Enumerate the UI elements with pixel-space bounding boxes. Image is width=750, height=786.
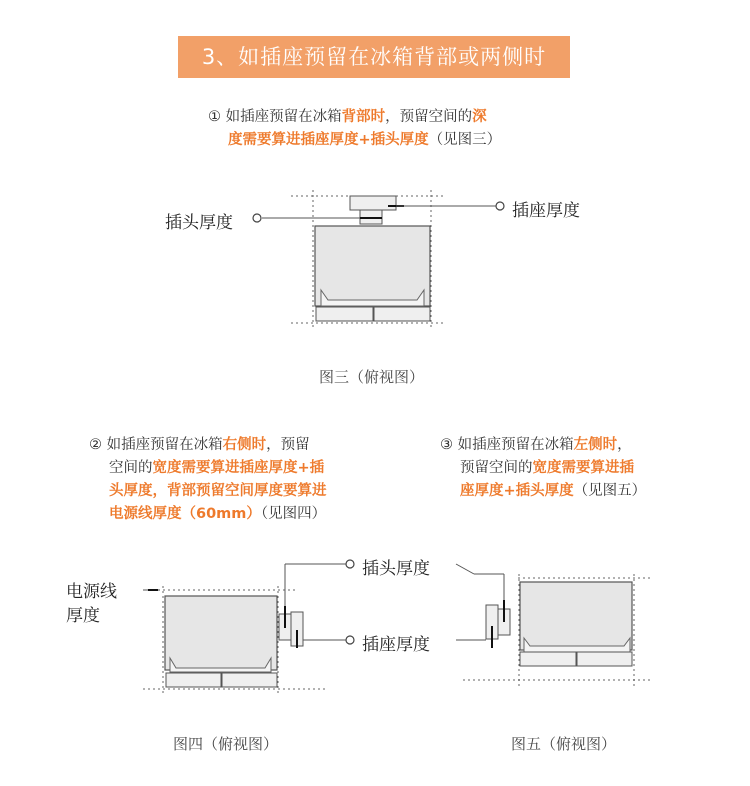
note-number: ②: [89, 437, 102, 453]
socket-thickness-label-fig3: 插座厚度: [512, 201, 580, 221]
figure-4-caption: 图四（俯视图）: [173, 735, 279, 753]
figure-3-caption: 图三（俯视图）: [319, 368, 425, 386]
fridge-body: [315, 226, 430, 306]
section-title: 3、如插座预留在冰箱背部或两侧时: [178, 36, 570, 78]
plug-thickness-label-fig4: 插头厚度: [362, 559, 430, 579]
figure-5-caption: 图五（俯视图）: [511, 735, 617, 753]
plug-thickness-label-fig3: 插头厚度: [165, 213, 233, 233]
plug-callout-dot: [253, 214, 261, 222]
figure-3-back-socket: [253, 190, 504, 330]
note-left-side: ③ 如插座预留在冰箱左侧时， 预留空间的宽度需要算进插 座厚度+插头厚度（见图五）: [440, 437, 647, 499]
socket-callout-dot: [496, 202, 504, 210]
cord-thickness-label-fig4: 电源线 厚度: [66, 582, 117, 626]
note-back: ① 如插座预留在冰箱背部时，预留空间的深 度需要算进插座厚度+插头厚度（见图三）: [208, 109, 502, 148]
note-number: ①: [208, 109, 221, 125]
figure-4-right-socket: [143, 560, 354, 694]
fridge-body: [520, 582, 632, 650]
note-right-side: ② 如插座预留在冰箱右侧时，预留 空间的宽度需要算进插座厚度+插 头厚度，背部预留空间厚度要算进 电源线厚度（60mm）（见图四）: [89, 437, 327, 522]
fridge-body: [165, 596, 277, 670]
figure-5-left-socket: [456, 564, 652, 686]
wall-socket: [350, 196, 396, 210]
note-number: ③: [440, 437, 453, 453]
socket-thickness-label-fig4: 插座厚度: [362, 635, 430, 655]
